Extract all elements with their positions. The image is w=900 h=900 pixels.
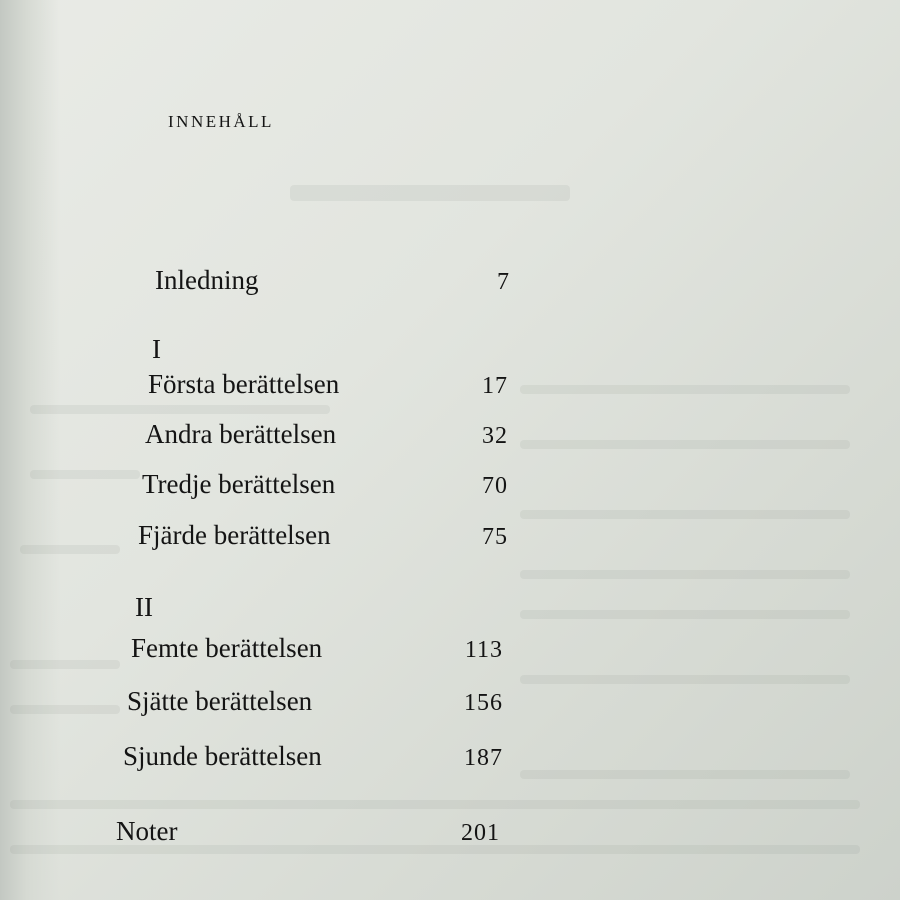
toc-entry-page: 187 <box>464 745 503 771</box>
toc-entry <box>127 686 503 717</box>
toc-entry-title: Första berättelsen <box>148 369 340 399</box>
toc-entry-intro <box>155 265 510 296</box>
toc-entry <box>145 419 508 450</box>
toc-entry-page: 32 <box>482 423 508 449</box>
toc-entry-title: Sjunde berättelsen <box>123 741 322 771</box>
toc-heading: INNEHÅLL <box>168 112 274 131</box>
toc-entry-title: Andra berättelsen <box>145 419 337 449</box>
toc-entry-page: 201 <box>461 820 500 846</box>
toc-entry-page: 70 <box>482 473 508 499</box>
toc-entry-title: Tredje berättelsen <box>142 469 336 499</box>
toc-entry-notes <box>116 816 500 847</box>
toc-entry <box>123 741 503 772</box>
toc-entry <box>142 469 508 500</box>
toc-entry-title: Inledning <box>155 265 259 295</box>
part-label-2: II <box>135 592 153 622</box>
toc-entry-title: Fjärde berättelsen <box>138 520 331 550</box>
toc-entry-title: Femte berättelsen <box>131 633 323 663</box>
toc-entry-page: 17 <box>482 373 508 399</box>
part-label-1: I <box>152 334 161 364</box>
toc-entry-page: 156 <box>464 690 503 716</box>
toc-entry <box>131 633 503 664</box>
toc-entry-page: 7 <box>497 269 510 295</box>
toc-entry-title: Noter <box>116 816 178 846</box>
toc-entry-page: 113 <box>464 637 503 663</box>
toc-entry-page: 75 <box>482 524 508 550</box>
toc-entry <box>148 369 508 400</box>
toc-entry-title: Sjätte berättelsen <box>127 686 313 716</box>
toc-entry <box>138 520 508 551</box>
